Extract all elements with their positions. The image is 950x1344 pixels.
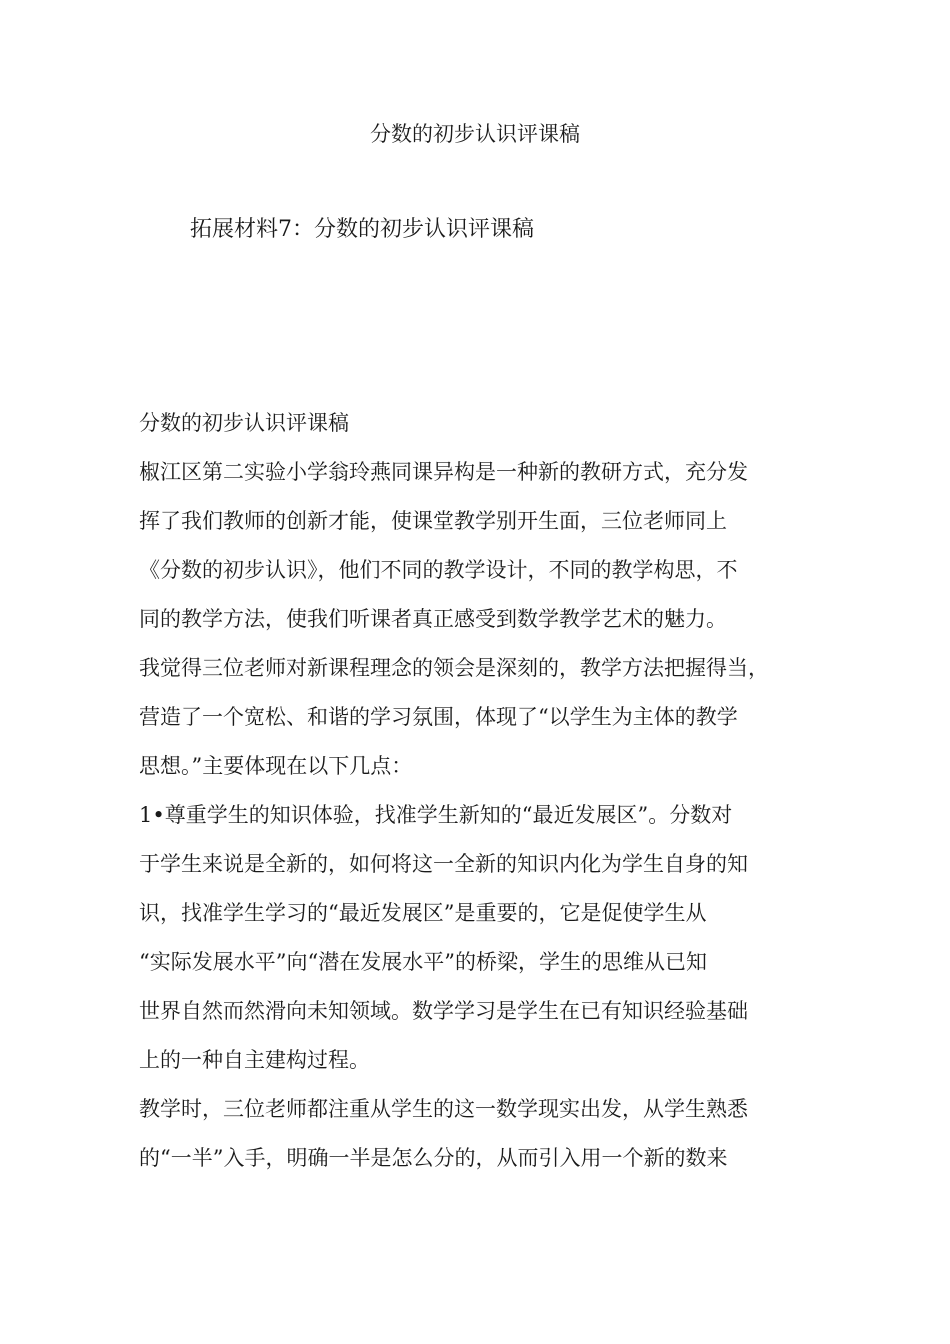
body-line: “实际发展水平”向“潜在发展水平”的桥梁，学生的思维从已知	[139, 950, 707, 974]
document-subtitle: 拓展材料7：分数的初步认识评课稿	[190, 217, 534, 242]
document-body	[139, 405, 819, 1189]
body-line: 椒江区第二实验小学翁玲燕同课异构是一种新的教研方式，充分发	[139, 460, 748, 484]
body-line: 的“一半”入手，明确一半是怎么分的，从而引入用一个新的数来	[139, 1146, 728, 1170]
body-line: 上的一种自主建构过程。	[139, 1048, 370, 1072]
body-line: 1•尊重学生的知识体验，找准学生新知的“最近发展区”。分数对	[139, 803, 733, 827]
body-line: 思想。”主要体现在以下几点：	[139, 754, 413, 778]
body-line: 分数的初步认识评课稿	[139, 411, 349, 435]
body-line: 识，找准学生学习的“最近发展区”是重要的，它是促使学生从	[139, 901, 707, 925]
body-line: 营造了一个宽松、和谐的学习氛围，体现了“以学生为主体的教学	[139, 705, 738, 729]
body-line: 同的教学方法，使我们听课者真正感受到数学教学艺术的魅力。	[139, 607, 727, 631]
body-line: 世界自然而然滑向未知领域。数学学习是学生在已有知识经验基础	[139, 999, 748, 1023]
body-line: 挥了我们教师的创新才能，使课堂教学别开生面，三位老师同上	[139, 509, 727, 533]
body-line: 我觉得三位老师对新课程理念的领会是深刻的，教学方法把握得当，	[139, 656, 769, 680]
document-title: 分数的初步认识评课稿	[370, 122, 580, 146]
body-line: 《分数的初步认识》，他们不同的教学设计，不同的教学构思，不	[139, 558, 738, 582]
body-line: 于学生来说是全新的，如何将这一全新的知识内化为学生自身的知	[139, 852, 748, 876]
body-line: 教学时，三位老师都注重从学生的这一数学现实出发，从学生熟悉	[139, 1097, 748, 1121]
